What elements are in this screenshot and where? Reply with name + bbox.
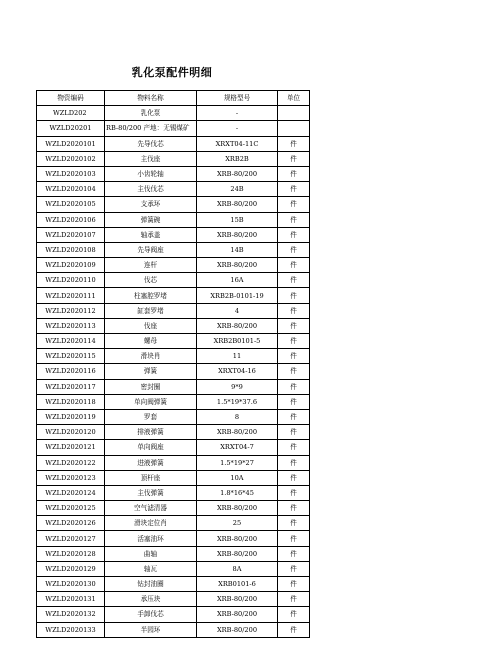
cell-spec: 1.8*16*45 xyxy=(197,485,278,500)
cell-spec: XRXT04-11C xyxy=(197,136,278,151)
cell-spec: XRB-80/200 xyxy=(197,227,278,242)
cell-name: 伐芯 xyxy=(105,273,197,288)
cell-name: 轴瓦 xyxy=(105,561,197,576)
cell-unit: 件 xyxy=(278,258,310,273)
table-row xyxy=(37,242,310,257)
table-row xyxy=(37,577,310,592)
cell-unit: 件 xyxy=(278,288,310,303)
table-row xyxy=(37,379,310,394)
table-row xyxy=(37,425,310,440)
cell-name: 半园环 xyxy=(105,622,197,637)
table-row xyxy=(37,455,310,470)
table-row xyxy=(37,531,310,546)
cell-code: WZLD2020127 xyxy=(37,531,105,546)
cell-spec: XRB-80/200 xyxy=(197,546,278,561)
table-row xyxy=(37,273,310,288)
cell-unit: 件 xyxy=(278,136,310,151)
cell-code: WZLD2020133 xyxy=(37,622,105,637)
cell-name: 轴承盖 xyxy=(105,227,197,242)
cell-unit: 件 xyxy=(278,349,310,364)
parts-table xyxy=(36,90,310,638)
cell-spec: 16A xyxy=(197,273,278,288)
table-row xyxy=(37,106,310,121)
cell-unit: 件 xyxy=(278,516,310,531)
table-body xyxy=(37,106,310,638)
table-row xyxy=(37,516,310,531)
cell-unit: 件 xyxy=(278,485,310,500)
cell-code: WZLD2020115 xyxy=(37,349,105,364)
cell-spec: XRB-80/200 xyxy=(197,622,278,637)
cell-spec: 25 xyxy=(197,516,278,531)
table-row xyxy=(37,485,310,500)
cell-name: 罗套 xyxy=(105,409,197,424)
cell-name: 弹簧 xyxy=(105,364,197,379)
cell-spec: 14B xyxy=(197,242,278,257)
cell-code: WZLD2020131 xyxy=(37,592,105,607)
cell-name: 连杆 xyxy=(105,258,197,273)
cell-spec: XRXT04-16 xyxy=(197,364,278,379)
cell-name: 先导伐芯 xyxy=(105,136,197,151)
cell-code: WZLD20201 xyxy=(37,121,105,136)
cell-code: WZLD2020124 xyxy=(37,485,105,500)
cell-name: 螺母 xyxy=(105,334,197,349)
cell-spec: XRB-80/200 xyxy=(197,592,278,607)
cell-unit: 件 xyxy=(278,364,310,379)
cell-spec: 1.5*19*37.6 xyxy=(197,394,278,409)
cell-unit xyxy=(278,121,310,136)
cell-name: 主伐座 xyxy=(105,151,197,166)
cell-spec: 10A xyxy=(197,470,278,485)
cell-spec: XRB-80/200 xyxy=(197,501,278,516)
cell-code: WZLD2020107 xyxy=(37,227,105,242)
cell-spec: XRXT04-7 xyxy=(197,440,278,455)
cell-spec: 1.5*19*27 xyxy=(197,455,278,470)
cell-name: 进液弹簧 xyxy=(105,455,197,470)
cell-unit: 件 xyxy=(278,334,310,349)
table-row xyxy=(37,546,310,561)
cell-name: 密封圈 xyxy=(105,379,197,394)
cell-name: 支承环 xyxy=(105,197,197,212)
cell-code: WZLD2020123 xyxy=(37,470,105,485)
cell-code: WZLD2020116 xyxy=(37,364,105,379)
cell-code: WZLD2020132 xyxy=(37,607,105,622)
cell-spec: 4 xyxy=(197,303,278,318)
cell-code: WZLD2020128 xyxy=(37,546,105,561)
cell-name: 先导阀座 xyxy=(105,242,197,257)
cell-unit: 件 xyxy=(278,151,310,166)
cell-spec: XRB-80/200 xyxy=(197,425,278,440)
cell-unit: 件 xyxy=(278,607,310,622)
cell-spec: - xyxy=(197,121,278,136)
table-header-row xyxy=(37,91,310,106)
table-row xyxy=(37,227,310,242)
cell-unit: 件 xyxy=(278,182,310,197)
cell-spec: XRB-80/200 xyxy=(197,318,278,333)
table-row xyxy=(37,364,310,379)
cell-spec: 24B xyxy=(197,182,278,197)
table-row xyxy=(37,258,310,273)
cell-spec: 8A xyxy=(197,561,278,576)
table-row xyxy=(37,561,310,576)
cell-code: WZLD2020119 xyxy=(37,409,105,424)
cell-spec: XRB0101-6 xyxy=(197,577,278,592)
cell-spec: 8 xyxy=(197,409,278,424)
cell-name: 排液弹簧 xyxy=(105,425,197,440)
cell-unit: 件 xyxy=(278,501,310,516)
cell-code: WZLD2020117 xyxy=(37,379,105,394)
table-row xyxy=(37,409,310,424)
cell-spec: - xyxy=(197,106,278,121)
cell-code: WZLD2020101 xyxy=(37,136,105,151)
cell-code: WZLD2020120 xyxy=(37,425,105,440)
table-row xyxy=(37,197,310,212)
cell-name: 钻封油圈 xyxy=(105,577,197,592)
table-row xyxy=(37,136,310,151)
cell-name: 单向阀座 xyxy=(105,440,197,455)
cell-name: 手卸伐芯 xyxy=(105,607,197,622)
cell-unit: 件 xyxy=(278,318,310,333)
cell-name: 主伐弹簧 xyxy=(105,485,197,500)
cell-code: WZLD2020103 xyxy=(37,166,105,181)
cell-name: 承压块 xyxy=(105,592,197,607)
cell-spec: 11 xyxy=(197,349,278,364)
cell-code: WZLD2020125 xyxy=(37,501,105,516)
cell-unit: 件 xyxy=(278,470,310,485)
cell-name: 顶杆座 xyxy=(105,470,197,485)
cell-unit: 件 xyxy=(278,227,310,242)
cell-unit: 件 xyxy=(278,212,310,227)
cell-code: WZLD2020112 xyxy=(37,303,105,318)
cell-spec: XRB2B xyxy=(197,151,278,166)
cell-unit: 件 xyxy=(278,561,310,576)
cell-name: 乳化泵 xyxy=(105,106,197,121)
table-row xyxy=(37,394,310,409)
table-row xyxy=(37,182,310,197)
cell-spec: XRB-80/200 xyxy=(197,607,278,622)
cell-name: 滑块肖 xyxy=(105,349,197,364)
cell-name: 活塞油环 xyxy=(105,531,197,546)
table-row xyxy=(37,440,310,455)
cell-spec: XRB2B-0101-19 xyxy=(197,288,278,303)
cell-name: 伐座 xyxy=(105,318,197,333)
cell-unit: 件 xyxy=(278,303,310,318)
cell-spec: XRB2B0101-5 xyxy=(197,334,278,349)
table-row xyxy=(37,622,310,637)
cell-name: 滑块定位肖 xyxy=(105,516,197,531)
cell-spec: XRB-80/200 xyxy=(197,197,278,212)
column-header-unit: 单位 xyxy=(278,91,310,106)
cell-unit: 件 xyxy=(278,197,310,212)
cell-unit: 件 xyxy=(278,440,310,455)
cell-unit: 件 xyxy=(278,273,310,288)
cell-name: 柱塞腔罗堵 xyxy=(105,288,197,303)
cell-code: WZLD2020130 xyxy=(37,577,105,592)
cell-code: WZLD2020121 xyxy=(37,440,105,455)
cell-unit: 件 xyxy=(278,455,310,470)
table-row xyxy=(37,212,310,227)
table-row xyxy=(37,349,310,364)
table-row xyxy=(37,334,310,349)
cell-unit: 件 xyxy=(278,166,310,181)
cell-unit: 件 xyxy=(278,379,310,394)
cell-code: WZLD2020114 xyxy=(37,334,105,349)
cell-name: 缸套罗堵 xyxy=(105,303,197,318)
column-header-spec: 规格型号 xyxy=(197,91,278,106)
cell-code: WZLD2020106 xyxy=(37,212,105,227)
cell-code: WZLD2020109 xyxy=(37,258,105,273)
cell-name: 单向阀弹簧 xyxy=(105,394,197,409)
cell-name: 空气滤清器 xyxy=(105,501,197,516)
cell-name: 弹簧碗 xyxy=(105,212,197,227)
table-row xyxy=(37,470,310,485)
table-row xyxy=(37,288,310,303)
table-row xyxy=(37,303,310,318)
cell-code: WZLD202 xyxy=(37,106,105,121)
column-header-code: 物资编码 xyxy=(37,91,105,106)
table-row xyxy=(37,318,310,333)
cell-name: 主伐伐芯 xyxy=(105,182,197,197)
cell-code: WZLD2020105 xyxy=(37,197,105,212)
cell-unit: 件 xyxy=(278,577,310,592)
cell-code: WZLD2020122 xyxy=(37,455,105,470)
cell-spec: 15B xyxy=(197,212,278,227)
table-row xyxy=(37,607,310,622)
cell-code: WZLD2020113 xyxy=(37,318,105,333)
cell-unit: 件 xyxy=(278,394,310,409)
cell-unit: 件 xyxy=(278,592,310,607)
cell-name: RB-80/200 产地：无锡煤矿 xyxy=(105,121,197,136)
cell-spec: XRB-80/200 xyxy=(197,258,278,273)
cell-unit: 件 xyxy=(278,242,310,257)
cell-name: 小齿轮轴 xyxy=(105,166,197,181)
cell-unit: 件 xyxy=(278,425,310,440)
cell-code: WZLD2020126 xyxy=(37,516,105,531)
cell-code: WZLD2020102 xyxy=(37,151,105,166)
cell-name: 曲轴 xyxy=(105,546,197,561)
table-row xyxy=(37,501,310,516)
cell-code: WZLD2020111 xyxy=(37,288,105,303)
cell-code: WZLD2020108 xyxy=(37,242,105,257)
cell-unit: 件 xyxy=(278,546,310,561)
cell-spec: XRB-80/200 xyxy=(197,166,278,181)
cell-code: WZLD2020129 xyxy=(37,561,105,576)
cell-unit: 件 xyxy=(278,531,310,546)
table-row xyxy=(37,592,310,607)
cell-spec: XRB-80/200 xyxy=(197,531,278,546)
table-row xyxy=(37,151,310,166)
table-row xyxy=(37,121,310,136)
cell-unit: 件 xyxy=(278,409,310,424)
cell-code: WZLD2020118 xyxy=(37,394,105,409)
cell-unit: 件 xyxy=(278,622,310,637)
page-title: 乳化泵配件明细 xyxy=(131,66,213,79)
table-row xyxy=(37,166,310,181)
cell-code: WZLD2020110 xyxy=(37,273,105,288)
cell-unit xyxy=(278,106,310,121)
column-header-name: 物料名称 xyxy=(105,91,197,106)
cell-code: WZLD2020104 xyxy=(37,182,105,197)
cell-spec: 9*9 xyxy=(197,379,278,394)
